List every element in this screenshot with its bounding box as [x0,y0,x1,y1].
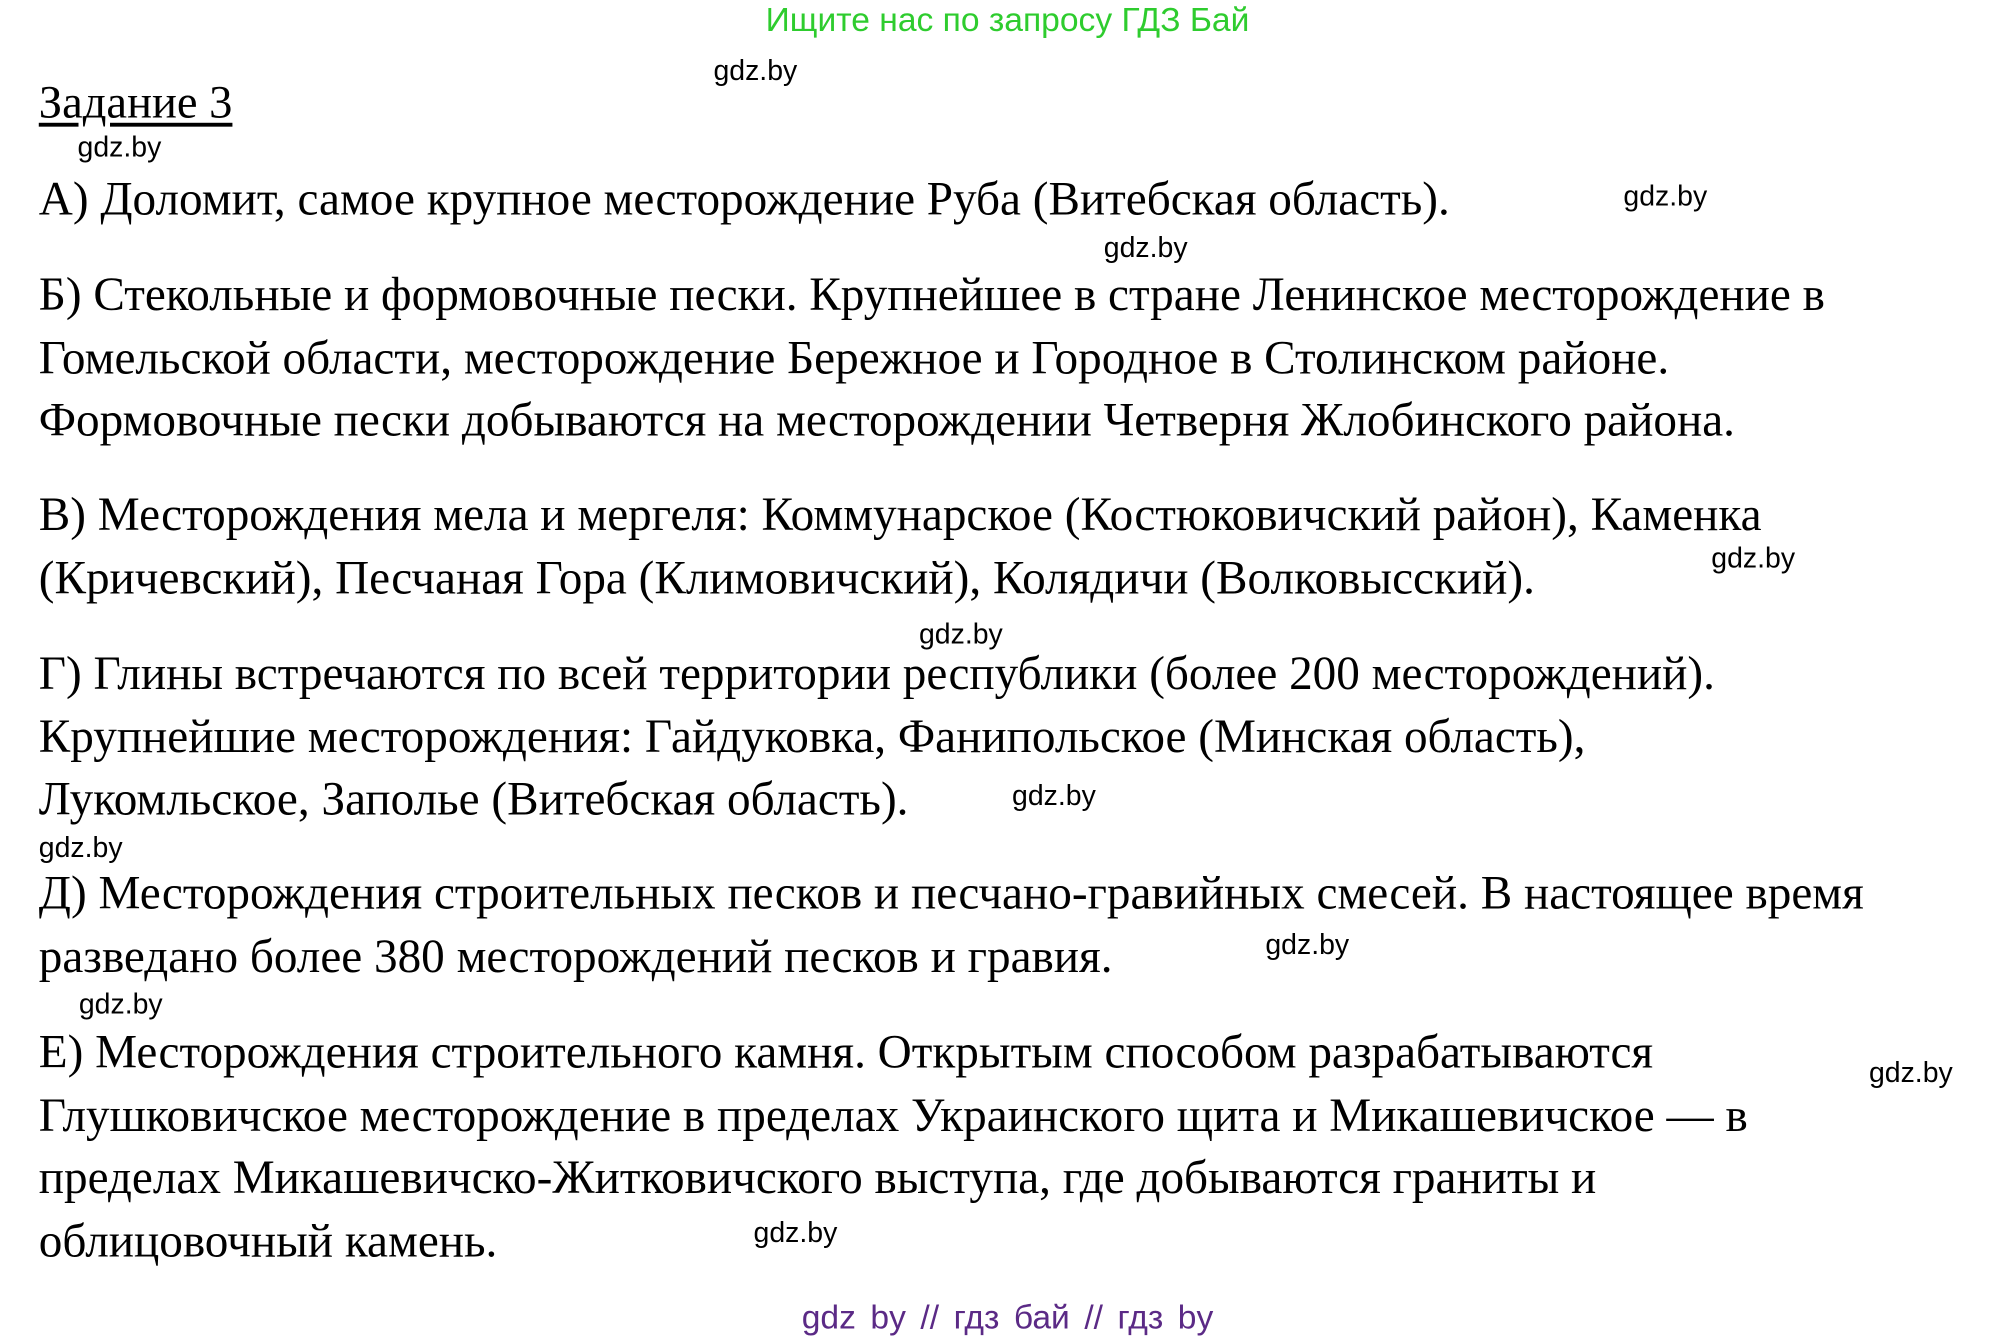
answer-b [39,264,2004,452]
answer-g-line: Крупнейшие месторождения: Гайдуковка, Фанипольское (Минская область), [38,708,1586,762]
answer-g-line: Г) Глины встречаются по всей территории республики (более 200 месторождений). [38,646,1715,700]
watermark: gdz.by [38,831,123,864]
watermark: gdz.by [1868,1055,1953,1089]
answer-e-line: пределах Микашевичско-Житковичского выступа, где добываются граниты и [38,1150,1597,1204]
watermark: gdz.by [1012,779,1096,812]
answer-a [39,168,2004,231]
answer-e-line: Глушковичское месторождение в пределах Украинского щита и Микашевичское — в [38,1087,1748,1141]
answer-g-line: Лукомльское, Заполье (Витебская область). [38,771,909,825]
answer-b-line: Формовочные пески добываются на месторождении Четверня Жлобинского района. [38,392,1735,446]
watermark: gdz.by [77,130,162,163]
task-title: Задание 3 [38,76,233,128]
watermark: gdz.by [753,1216,838,1249]
answer-b-line: Гомельской области, месторождение Бережное и Городное в Столинском районе. [38,330,1670,384]
answer-e [39,1021,2004,1272]
watermark: gdz.by [1711,541,1796,574]
answer-b-line: Б) Стекольные и формовочные пески. Крупнейшее в стране Ленинское месторождение в [38,267,1825,321]
watermark: gdz.by [918,617,1003,651]
answer-d-line: разведано более 380 месторождений песков и гравия. [38,928,1113,982]
answer-v-line: (Кричевский), Песчаная Гора (Климовичский), Колядичи (Волковысский). [38,549,1535,603]
answer-d [39,862,2004,987]
watermark: gdz.by [1623,179,1708,212]
watermark: gdz.by [1265,928,1350,961]
watermark: gdz.by [78,987,163,1020]
answer-d-line: Д) Месторождения строительных песков и песчано-гравийных смесей. В настоящее время [38,865,1864,919]
answer-v-line: В) Месторождения мела и мергеля: Коммунарское (Костюковичский район), Каменка [38,487,1762,541]
footer-links: gdz by // гдз бай // гдз by [801,1297,1214,1336]
answer-e-line: облицовочный камень. [38,1213,498,1267]
watermark: gdz.by [713,54,798,87]
answer-v [39,483,2004,608]
promo-banner: Ищите нас по запросу ГДЗ Бай [765,0,1250,39]
answer-a-line: А) Доломит, самое крупное месторождение Руба (Витебская область). [38,171,1450,225]
watermark: gdz.by [1103,231,1188,264]
answer-e-line: Е) Месторождения строительного камня. Открытым способом разрабатываются [38,1024,1654,1078]
